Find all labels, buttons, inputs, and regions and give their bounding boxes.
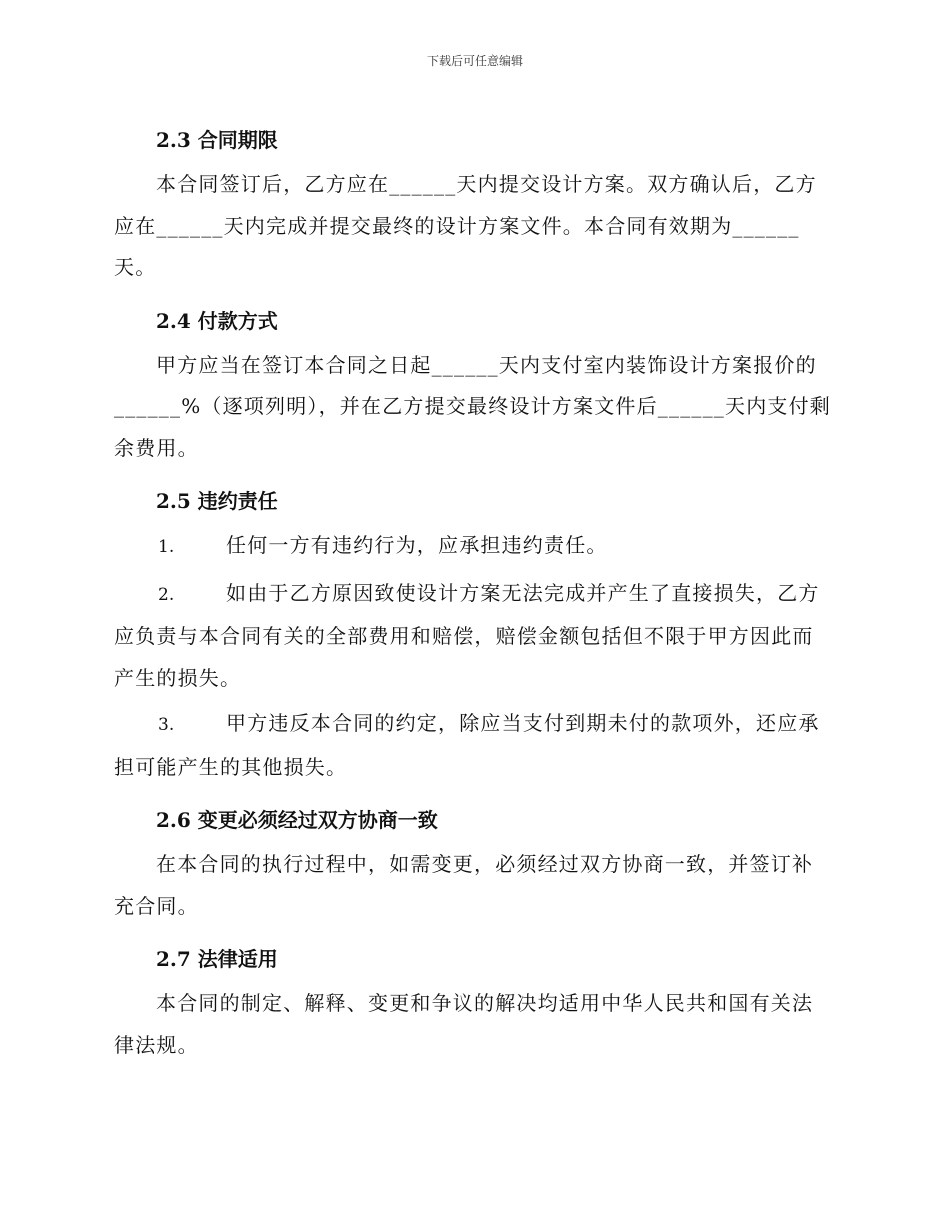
section-liability [114,481,834,788]
section-payment [114,301,834,470]
list-item-text: 甲方违反本合同的约定，除应当支付到期未付的款项外，还应承担可能产生的其他损失。 [114,711,820,779]
section-paragraph: 甲方应当在签订本合同之日起______天内支付室内装饰设计方案报价的______%（逐项列明），并在乙方提交最终设计方案文件后______天内支付剩余费用。 [114,352,832,460]
section-applicable-law [114,939,834,1066]
list-item-text: 如由于乙方原因致使设计方案无法完成并产生了直接损失，乙方应负责与本合同有关的全部费用和赔偿，赔偿金额包括但不限于甲方因此而产生的损失。 [114,580,820,690]
section-changes [114,800,834,927]
section-heading: 2.6 变更必须经过双方协商一致 [156,808,438,832]
list-item-number: 2. [158,584,175,605]
section-paragraph: 在本合同的执行过程中，如需变更，必须经过双方协商一致，并签订补充合同。 [114,852,814,918]
document-body [114,108,834,1070]
list-item-text: 任何一方有违约行为，应承担违约责任。 [226,533,608,557]
section-paragraph: 本合同签订后，乙方应在______天内提交设计方案。双方确认后，乙方应在______天内完成并提交最终的设计方案文件。本合同有效期为______天。 [114,172,817,279]
section-heading: 2.5 违约责任 [156,489,278,513]
section-heading: 2.7 法律适用 [156,947,278,971]
list-item-number: 1. [158,537,175,557]
section-contract-term [114,120,834,289]
list-item-number: 3. [158,715,175,735]
list-item [114,703,834,788]
list-item [114,573,834,700]
section-paragraph: 本合同的制定、解释、变更和争议的解决均适用中华人民共和国有关法律法规。 [114,991,814,1057]
page-header: 下载后可任意编辑 [426,54,523,68]
section-heading: 2.3 合同期限 [156,128,278,152]
section-heading: 2.4 付款方式 [156,308,278,333]
list-item [114,525,834,569]
